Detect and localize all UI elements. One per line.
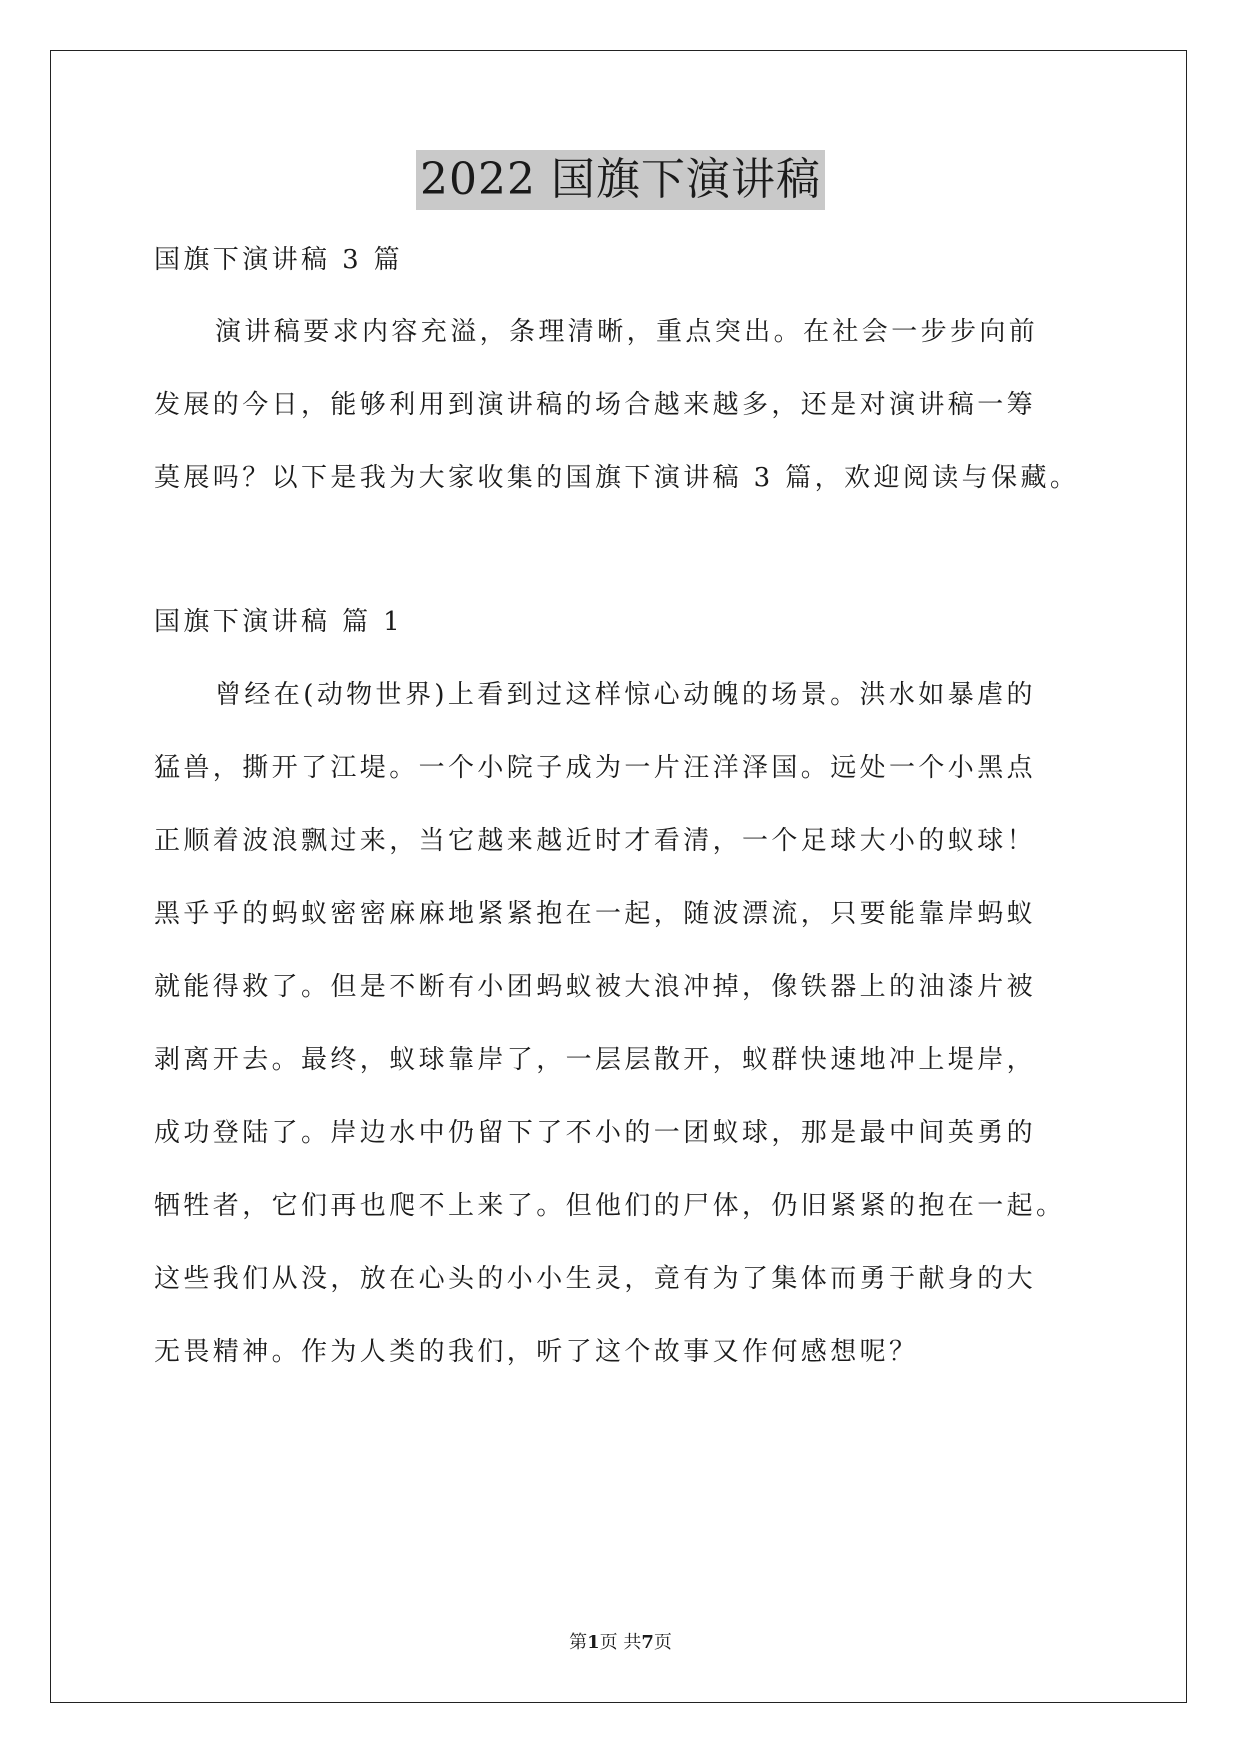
intro-line: 发展的今日，能够利用到演讲稿的场合越来越多，还是对演讲稿一筹	[154, 390, 1037, 420]
body-line: 无畏精神。作为人类的我们，听了这个故事又作何感想呢？	[154, 1337, 919, 1367]
body-line: 猛兽，撕开了江堤。一个小院子成为一片汪洋泽国。远处一个小黑点	[154, 753, 1037, 783]
intro-line: 莫展吗？以下是我为大家收集的国旗下演讲稿 3 篇，欢迎阅读与保藏。	[154, 463, 1080, 493]
body-line: 牺牲者，它们再也爬不上来了。但他们的尸体，仍旧紧紧的抱在一起。	[154, 1191, 1066, 1221]
document-title: 2022 国旗下演讲稿	[416, 150, 825, 210]
current-page-number: 1	[587, 1632, 600, 1653]
page-mid: 页 共	[599, 1632, 642, 1653]
body-line: 曾经在(动物世界)上看到过这样惊心动魄的场景。洪水如暴虐的	[215, 680, 1036, 710]
page-prefix: 第	[569, 1632, 588, 1653]
title-container	[0, 150, 1241, 210]
body-line: 剥离开去。最终，蚁球靠岸了，一层层散开，蚁群快速地冲上堤岸，	[154, 1045, 1037, 1075]
page-footer	[0, 1631, 1241, 1655]
body-line: 黑乎乎的蚂蚁密密麻麻地紧紧抱在一起，随波漂流，只要能靠岸蚂蚁	[154, 899, 1037, 929]
total-pages-number: 7	[641, 1632, 654, 1653]
subtitle: 国旗下演讲稿 3 篇	[154, 245, 404, 275]
body-line: 正顺着波浪飘过来，当它越来越近时才看清，一个足球大小的蚁球！	[154, 826, 1037, 856]
body-line: 这些我们从没，放在心头的小小生灵，竟有为了集体而勇于献身的大	[154, 1264, 1037, 1294]
intro-line: 演讲稿要求内容充溢，条理清晰，重点突出。在社会一步步向前	[215, 317, 1039, 347]
section-heading: 国旗下演讲稿 篇 1	[154, 607, 404, 637]
body-line: 就能得救了。但是不断有小团蚂蚁被大浪冲掉，像铁器上的油漆片被	[154, 972, 1037, 1002]
page-border	[50, 50, 1187, 1703]
page-suffix: 页	[653, 1632, 672, 1653]
body-line: 成功登陆了。岸边水中仍留下了不小的一团蚁球，那是最中间英勇的	[154, 1118, 1037, 1148]
